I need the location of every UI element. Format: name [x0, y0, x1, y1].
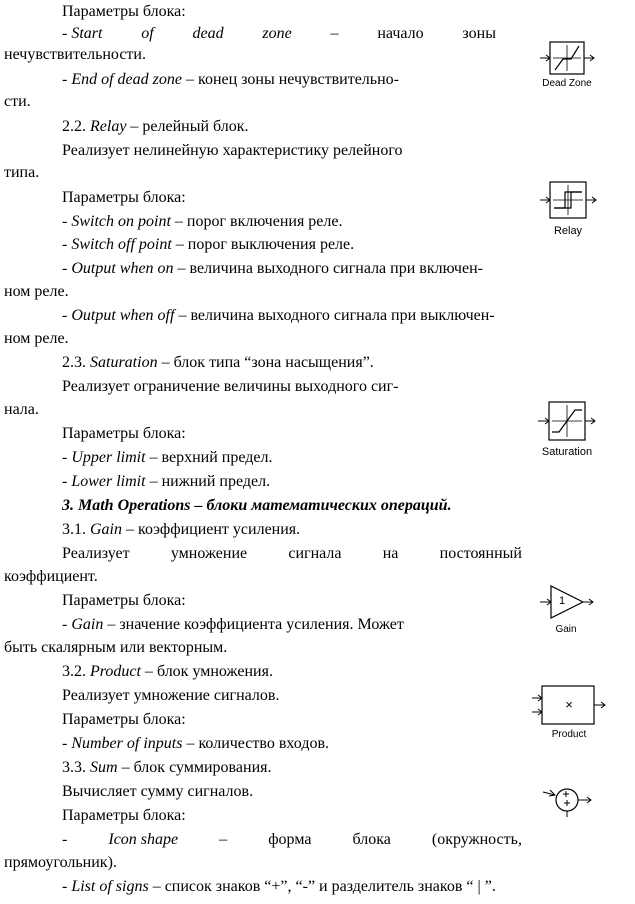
line-upper-limit: - Upper limit – верхний предел.: [62, 449, 273, 466]
line-switch-on: - Switch on point – порог включения реле.: [62, 213, 343, 230]
product-label: Product: [551, 729, 587, 740]
line-switch-off: - Switch off point – порог выключения реле.: [62, 236, 355, 253]
line-output-on: - Output when on – величина выходного сигнала при включен-: [62, 260, 483, 277]
saturation-icon: [536, 400, 598, 442]
line-parameters-2: Параметры блока:: [62, 189, 186, 206]
line-rectangle: прямоугольник).: [4, 854, 117, 871]
line-parameters-3: Параметры блока:: [62, 425, 186, 442]
line-parameters-5: Параметры блока:: [62, 711, 186, 728]
gain-value: 1: [558, 595, 566, 607]
dead-zone-label: Dead Zone: [542, 78, 592, 89]
line-icon-shape: - Icon shape – форма блока (окружность,: [62, 831, 522, 848]
line-list-of-signs: - List of signs – список знаков “+”, “-” и разделитель знаков “ | ”.: [62, 878, 496, 895]
line-gain-desc: Реализует умножение сигнала на постоянный: [62, 545, 522, 562]
line-gain-param: - Gain – значение коэффициента усиления. Может: [62, 616, 404, 633]
line-nala: нала.: [4, 401, 39, 418]
section-heading-math: 3. Math Operations – блоки математических операций.: [62, 497, 452, 514]
line-relay-heading: 2.2. Relay – релейный блок.: [62, 118, 249, 135]
line-scalar: быть скалярным или векторным.: [4, 639, 228, 656]
dead-zone-icon: [538, 40, 598, 76]
relay-block: [538, 180, 600, 220]
dead-zone-block: [538, 40, 598, 76]
line-product-heading: 3.2. Product – блок умножения.: [62, 663, 273, 680]
line-end-of-dead-zone: - End of dead zone – конец зоны нечувствительно-: [62, 71, 399, 88]
sum-circle-icon: [541, 778, 599, 818]
relay-icon: [538, 180, 600, 220]
line-sensitivity: нечувствительности.: [4, 46, 146, 63]
line-koef: коэффициент.: [4, 568, 98, 585]
line-parameters-1: Параметры блока:: [62, 3, 186, 20]
relay-label: Relay: [553, 225, 583, 237]
line-saturation-desc: Реализует ограничение величины выходного сиг-: [62, 378, 399, 395]
line-sum-desc: Вычисляет сумму сигналов.: [62, 783, 254, 800]
product-symbol: ×: [565, 697, 573, 712]
line-lower-limit: - Lower limit – нижний предел.: [62, 473, 271, 490]
line-parameters-4: Параметры блока:: [62, 592, 186, 609]
line-sti: сти.: [4, 93, 31, 110]
gain-label: Gain: [555, 624, 577, 635]
line-output-off: - Output when off – величина выходного сигнала при выключен-: [62, 307, 495, 324]
saturation-label: Saturation: [541, 446, 593, 458]
line-number-of-inputs: - Number of inputs – количество входов.: [62, 735, 330, 752]
line-gain-heading: 3.1. Gain – коэффициент усиления.: [62, 521, 301, 538]
line-start-of-dead-zone: - Start of dead zone – начало зоны: [62, 25, 496, 42]
line-product-desc: Реализует умножение сигналов.: [62, 687, 280, 704]
line-relay-desc: Реализует нелинейную характеристику релейного: [62, 142, 403, 159]
saturation-block: [536, 400, 598, 442]
line-parameters-6: Параметры блока:: [62, 807, 186, 824]
sum-block: [541, 778, 599, 818]
line-nom-rele-2: ном реле.: [4, 330, 69, 347]
line-tipa: типа.: [4, 164, 40, 181]
line-nom-rele-1: ном реле.: [4, 283, 69, 300]
line-saturation-heading: 2.3. Saturation – блок типа “зона насыщения”.: [62, 354, 374, 371]
line-sum-heading: 3.3. Sum – блок суммирования.: [62, 759, 272, 776]
